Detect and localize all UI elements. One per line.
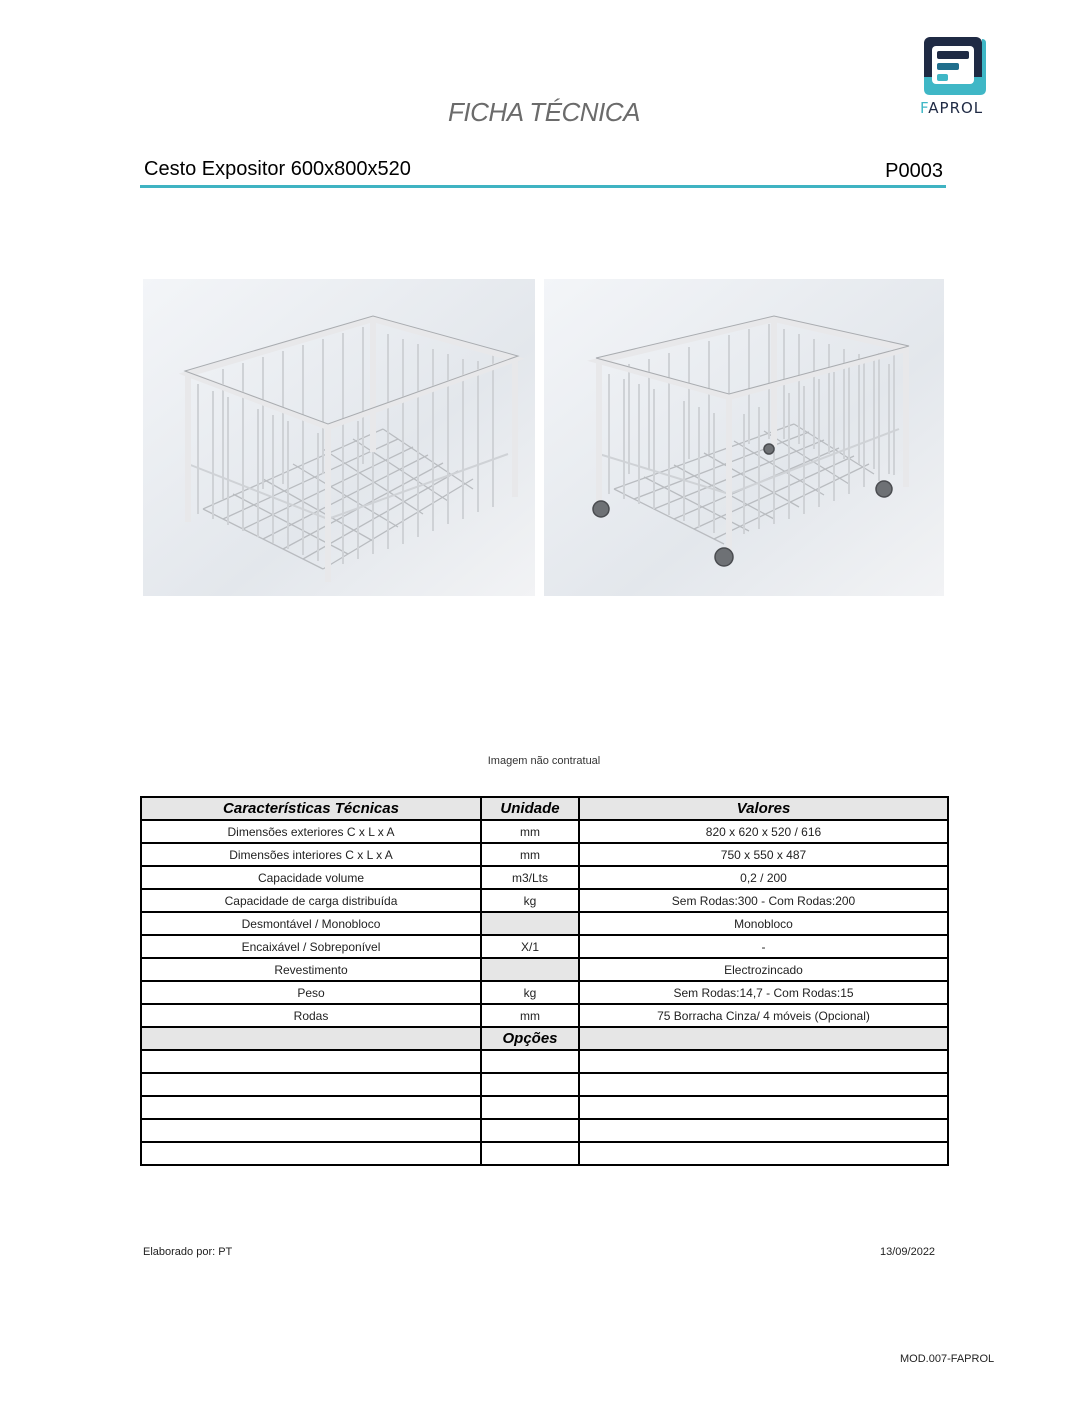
value-cell: 820 x 620 x 520 / 616: [579, 820, 948, 843]
feature-cell: Revestimento: [141, 958, 481, 981]
wire-basket-icon: [143, 279, 535, 596]
unit-cell: mm: [481, 820, 579, 843]
value-cell: 75 Borracha Cinza/ 4 móveis (Opcional): [579, 1004, 948, 1027]
option-value-cell: [579, 1073, 948, 1096]
options-header-right: [579, 1027, 948, 1050]
document-title: FICHA TÉCNICA: [448, 97, 640, 127]
table-row: [141, 981, 948, 1004]
options-header-row: [141, 1027, 948, 1050]
table-row: [141, 820, 948, 843]
unit-cell: kg: [481, 889, 579, 912]
option-unit-cell: [481, 1073, 579, 1096]
unit-cell: kg: [481, 981, 579, 1004]
feature-cell: Capacidade de carga distribuída: [141, 889, 481, 912]
unit-cell: m3/Lts: [481, 866, 579, 889]
option-unit-cell: [481, 1050, 579, 1073]
wire-basket-with-wheels-icon: [544, 279, 944, 596]
value-cell: 0,2 / 200: [579, 866, 948, 889]
feature-cell: Encaixável / Sobreponível: [141, 935, 481, 958]
feature-cell: Capacidade volume: [141, 866, 481, 889]
unit-cell: mm: [481, 1004, 579, 1027]
technical-specs-table: [140, 796, 949, 1166]
option-row: [141, 1096, 948, 1119]
faprol-logo-mark-icon: [922, 37, 986, 95]
feature-cell: Dimensões interiores C x L x A: [141, 843, 481, 866]
option-unit-cell: [481, 1119, 579, 1142]
table-row: [141, 912, 948, 935]
image-disclaimer: Imagem não contratual: [487, 755, 601, 767]
option-row: [141, 1073, 948, 1096]
header-unidade: Unidade: [481, 797, 579, 820]
value-cell: Sem Rodas:300 - Com Rodas:200: [579, 889, 948, 912]
option-feature-cell: [141, 1050, 481, 1073]
option-unit-cell: [481, 1096, 579, 1119]
option-row: [141, 1050, 948, 1073]
option-value-cell: [579, 1096, 948, 1119]
table-row: [141, 958, 948, 981]
table-row: [141, 866, 948, 889]
logo-letters-rest: APROL: [928, 99, 984, 117]
option-feature-cell: [141, 1119, 481, 1142]
form-code: MOD.007-FAPROL: [900, 1353, 995, 1365]
product-header: [140, 158, 945, 186]
unit-cell: [481, 912, 579, 935]
unit-cell: X/1: [481, 935, 579, 958]
table-row: [141, 1004, 948, 1027]
options-header-left: [141, 1027, 481, 1050]
table-header-row: [141, 797, 948, 820]
table-row: [141, 843, 948, 866]
option-row: [141, 1142, 948, 1165]
value-cell: 750 x 550 x 487: [579, 843, 948, 866]
logo-letter-f: F: [920, 99, 929, 117]
feature-cell: Dimensões exteriores C x L x A: [141, 820, 481, 843]
option-value-cell: [579, 1142, 948, 1165]
value-cell: Sem Rodas:14,7 - Com Rodas:15: [579, 981, 948, 1004]
product-image-no-wheels: [143, 279, 535, 596]
header-caracteristicas: Características Técnicas: [141, 797, 481, 820]
value-cell: Monobloco: [579, 912, 948, 935]
header-divider: [140, 185, 946, 188]
unit-cell: [481, 958, 579, 981]
option-feature-cell: [141, 1096, 481, 1119]
value-cell: -: [579, 935, 948, 958]
value-cell: Electrozincado: [579, 958, 948, 981]
feature-cell: Rodas: [141, 1004, 481, 1027]
option-value-cell: [579, 1119, 948, 1142]
options-header: Opções: [481, 1027, 579, 1050]
feature-cell: Desmontável / Monobloco: [141, 912, 481, 935]
product-code: P0003: [885, 160, 943, 182]
feature-cell: Peso: [141, 981, 481, 1004]
product-image-with-wheels: [544, 279, 944, 596]
option-feature-cell: [141, 1073, 481, 1096]
document-date: 13/09/2022: [880, 1246, 936, 1258]
table-row: [141, 935, 948, 958]
product-name: Cesto Expositor 600x800x520: [144, 158, 411, 180]
author-label: Elaborado por: PT: [143, 1246, 233, 1258]
table-row: [141, 889, 948, 912]
unit-cell: mm: [481, 843, 579, 866]
option-row: [141, 1119, 948, 1142]
header-valores: Valores: [579, 797, 948, 820]
option-value-cell: [579, 1050, 948, 1073]
option-feature-cell: [141, 1142, 481, 1165]
option-unit-cell: [481, 1142, 579, 1165]
